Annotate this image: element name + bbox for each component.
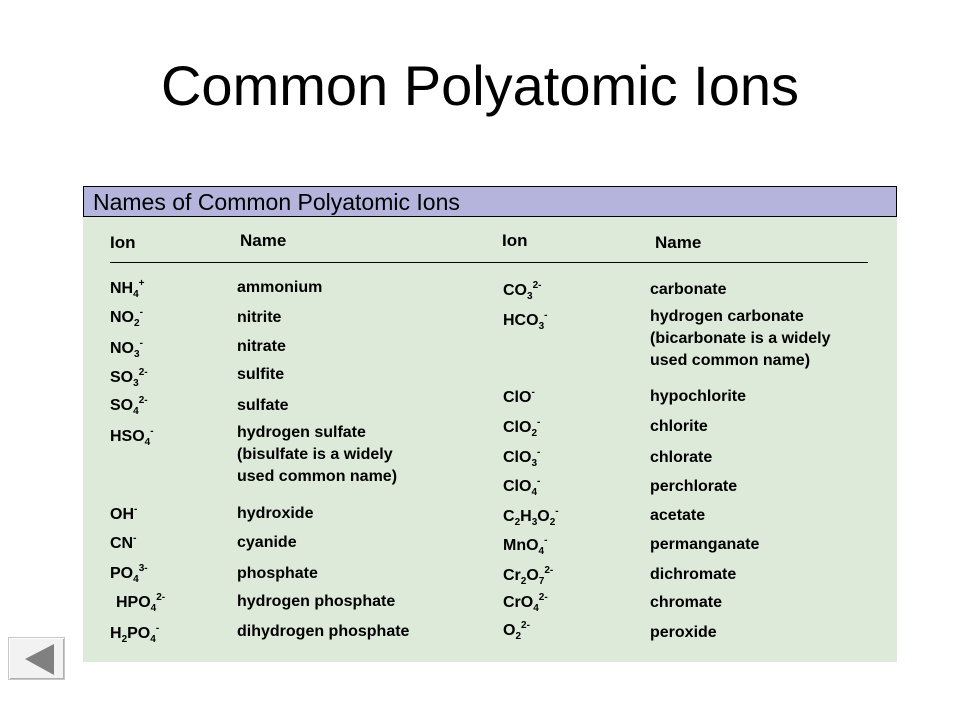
ion-name: acetate xyxy=(650,507,706,524)
ion-table-panel xyxy=(83,188,897,662)
ion-formula: MnO$_4$- xyxy=(503,535,548,557)
ion-formula: ClO$_3$- xyxy=(503,447,541,469)
ion-name: hydrogen carbonate (bicarbonate is a widely used common name) xyxy=(650,308,831,369)
ion-formula: $NO_3^-$ xyxy=(110,338,143,360)
ion-formula: $O_2^{2-}$ xyxy=(503,620,530,642)
ion-name: chlorite xyxy=(650,418,708,435)
column-head-name-right: Name xyxy=(655,233,702,252)
ion-formula: ClO$_2$- xyxy=(503,417,541,439)
ion-name: peroxide xyxy=(650,624,717,641)
ion-formula: $H_2PO_4^-$ xyxy=(110,623,160,645)
slide-title: Common Polyatomic Ions xyxy=(160,54,799,117)
ion-formula: $HPO_4^{2-}$ xyxy=(116,592,166,614)
ion-formula: ClO$_4$- xyxy=(503,476,541,498)
ion-formula: $Cr_2O_7^{2-}$ xyxy=(503,565,554,587)
back-button[interactable] xyxy=(8,637,65,680)
ion-name: hydrogen sulfate (bisulfate is a widely used common name) xyxy=(237,424,398,485)
ion-name: dichromate xyxy=(650,566,737,583)
ion-name: nitrite xyxy=(237,309,282,326)
ion-name: nitrate xyxy=(237,338,286,355)
column-head-name-left: Name xyxy=(240,231,287,250)
ion-name: cyanide xyxy=(237,534,297,551)
ion-name: dihydrogen phosphate xyxy=(237,623,410,640)
ion-formula: $NH_4^+$ xyxy=(110,278,145,300)
ion-formula: CrO$_4^{2-}$ xyxy=(503,592,548,614)
ion-formula: $NO_2^-$ xyxy=(110,307,143,329)
ion-formula: OH- xyxy=(110,504,138,523)
ion-name: hydroxide xyxy=(237,505,314,522)
ion-name: ammonium xyxy=(237,279,323,296)
ion-formula: ClO- xyxy=(503,387,535,406)
ion-name: chlorate xyxy=(650,449,713,466)
ion-name: perchlorate xyxy=(650,478,738,495)
ion-name: chromate xyxy=(650,594,723,611)
ion-name: hypochlorite xyxy=(650,388,747,405)
ion-name: carbonate xyxy=(650,281,727,298)
ion-name: sulfate xyxy=(237,397,289,414)
ion-name: hydrogen phosphate xyxy=(237,593,396,610)
ion-formula: $HCO_3^-$ xyxy=(503,310,548,332)
ion-formula: $CO_3^{2-}$ xyxy=(503,280,542,302)
column-head-ion-left: Ion xyxy=(110,233,136,252)
table-header-divider xyxy=(110,262,868,263)
ion-formula: $SO_4^{2-}$ xyxy=(110,395,148,417)
ion-formula: $HSO_4^-$ xyxy=(110,426,154,448)
ion-formula: $SO_3^{2-}$ xyxy=(110,367,148,389)
ion-formula: $PO_4^{3-}$ xyxy=(110,563,148,585)
ion-name: phosphate xyxy=(237,565,318,582)
table-header-bar xyxy=(83,186,897,217)
column-head-ion-right: Ion xyxy=(502,231,528,250)
table-header-title: Names of Common Polyatomic Ions xyxy=(93,189,460,215)
ion-name: sulfite xyxy=(237,366,285,383)
ion-name: permanganate xyxy=(650,536,760,553)
triangle-left-icon xyxy=(9,638,66,681)
ion-formula: CN- xyxy=(110,533,137,552)
ion-formula: $C_2H_3O_2^-$ xyxy=(503,506,559,528)
